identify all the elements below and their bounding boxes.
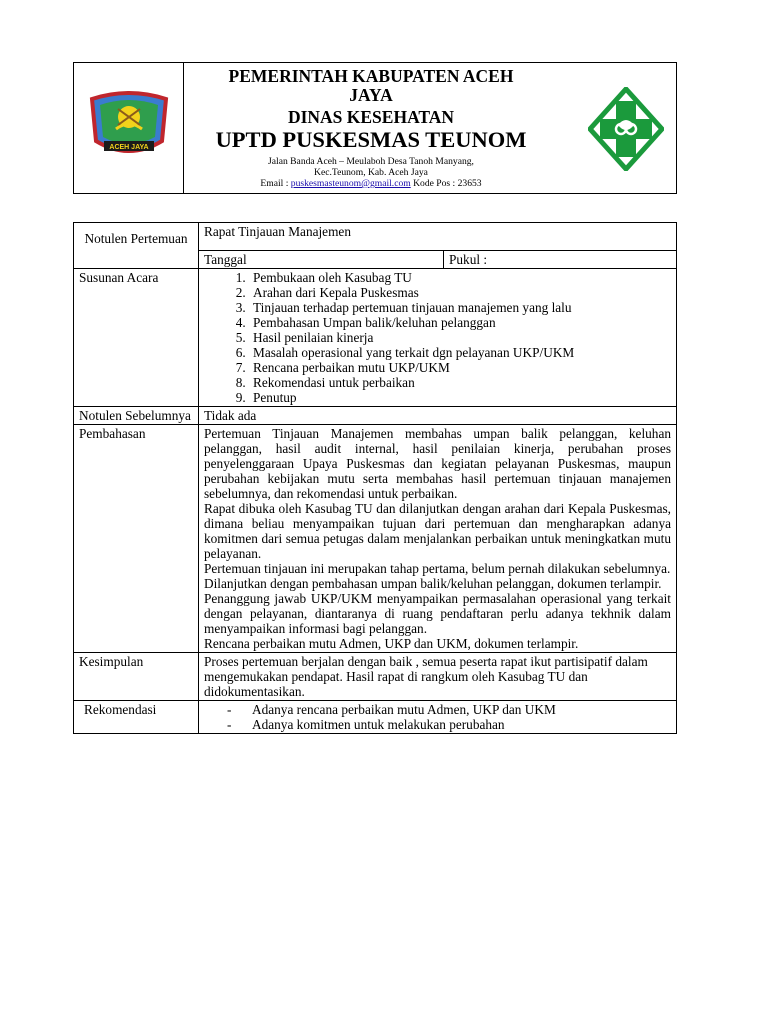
meeting-title: Rapat Tinjauan Manajemen (199, 223, 677, 251)
agenda-item: 3. Tinjauan terhadap pertemuan tinjauan manajemen yang lalu (249, 300, 671, 315)
date-time-row (199, 251, 677, 269)
email-link[interactable]: puskesmasteunom@gmail.com (290, 178, 411, 189)
pembahasan-paragraph: Penanggung jawab UKP/UKM menyampaikan permasalahan operasional yang terkait dengan pelayanan, diantaranya di ruang pendaftaran perlu adanya tekhnik dalam menyampaikan informasi bagi pelanggan. (204, 591, 671, 636)
notulen-sebelumnya-value: Tidak ada (199, 407, 677, 425)
puskesmas-logo-icon (588, 87, 664, 171)
label-pembahasan: Pembahasan (74, 425, 199, 653)
right-logo-cell (558, 63, 676, 193)
agenda-item: 9. Penutup (249, 390, 671, 405)
agenda-item: 8. Rekomendasi untuk perbaikan (249, 375, 671, 390)
letterhead-text (184, 63, 558, 193)
label-rekomendasi: Rekomendasi (74, 701, 199, 734)
agenda-item: 6. Masalah operasional yang terkait dgn pelayanan UKP/UKM (249, 345, 671, 360)
address-line1: Jalan Banda Aceh – Meulaboh Desa Tanoh Manyang, (268, 156, 474, 167)
label-kesimpulan: Kesimpulan (74, 653, 199, 701)
agenda-item: 5. Hasil penilaian kinerja (249, 330, 671, 345)
aceh-jaya-emblem-icon (88, 89, 170, 161)
header-puskesmas: UPTD PUSKESMAS TEUNOM (215, 127, 527, 152)
minutes-table (73, 222, 677, 734)
emblem-label: ACEH JAYA (109, 144, 149, 151)
pembahasan-cell (199, 425, 677, 653)
contact-line (184, 178, 558, 189)
letterhead (73, 62, 677, 194)
email-prefix: Email : (260, 178, 291, 189)
rekomendasi-item: - Adanya rencana perbaikan mutu Admen, UKP dan UKM (227, 702, 671, 717)
pembahasan-paragraph: Rencana perbaikan mutu Admen, UKP dan UKM, dokumen terlampir. (204, 636, 579, 651)
pembahasan-paragraph: Rapat dibuka oleh Kasubag TU dan dilanjutkan dengan arahan dari Kepala Puskesmas, dimana beliau menyampaikan tujuan dari pertemuan dan mengharapkan adanya komitmen dari semua petugas dalam menjalankan perbaikan untuk meningkatkan mutu pelayanan. (204, 501, 671, 561)
pembahasan-paragraph: Pertemuan tinjauan ini merupakan tahap pertama, belum pernah dilakukan sebelumnya. (204, 561, 671, 576)
kesimpulan-value: Proses pertemuan berjalan dengan baik , semua peserta rapat ikut partisipatif dalam mengemukakan pendapat. Hasil rapat di rangkum oleh Kasubag TU dan didokumentasikan. (199, 653, 677, 701)
header-line1: PEMERINTAH KABUPATEN ACEH (228, 66, 514, 86)
agenda-item: 1. Pembukaan oleh Kasubag TU (249, 270, 671, 285)
agenda-cell (199, 269, 677, 407)
label-notulen-pertemuan: Notulen Pertemuan (74, 223, 199, 269)
pukul-label: Pukul : (449, 252, 488, 267)
rekomendasi-item: - Adanya komitmen untuk melakukan perubahan (227, 717, 671, 732)
rekomendasi-list (204, 702, 671, 732)
rekomendasi-cell (199, 701, 677, 734)
agenda-list (204, 270, 671, 405)
label-susunan-acara: Susunan Acara (74, 269, 199, 407)
agenda-item: 4. Pembahasan Umpan balik/keluhan pelanggan (249, 315, 671, 330)
header-dinas: DINAS KESEHATAN (287, 107, 455, 127)
agenda-item: 7. Rencana perbaikan mutu UKP/UKM (249, 360, 671, 375)
tanggal-label: Tanggal (199, 251, 444, 268)
address-line2: Kec.Teunom, Kab. Aceh Jaya (314, 167, 428, 178)
header-line2: JAYA (349, 85, 393, 105)
left-logo-cell (74, 63, 184, 193)
pembahasan-paragraph: Pertemuan Tinjauan Manajemen membahas umpan balik pelanggan, keluhan pelanggan, hasil audit internal, hasil penilaian kinerja, perubahan proses penyelenggaraan Upaya Puskesmas dan kegiatan pelayanan Puskesmas, maupun perubahan kebijakan mutu serta membahas hasil pertemuan tinjauan manajemen sebelumnya, dan rekomendasi untuk perbaikan. (204, 426, 671, 501)
pembahasan-paragraph: Dilanjutkan dengan pembahasan umpan balik/keluhan pelanggan, dokumen terlampir. (204, 576, 662, 591)
agenda-item: 2. Arahan dari Kepala Puskesmas (249, 285, 671, 300)
postal-code: Kode Pos : 23653 (410, 178, 482, 189)
label-notulen-sebelumnya: Notulen Sebelumnya (74, 407, 199, 425)
